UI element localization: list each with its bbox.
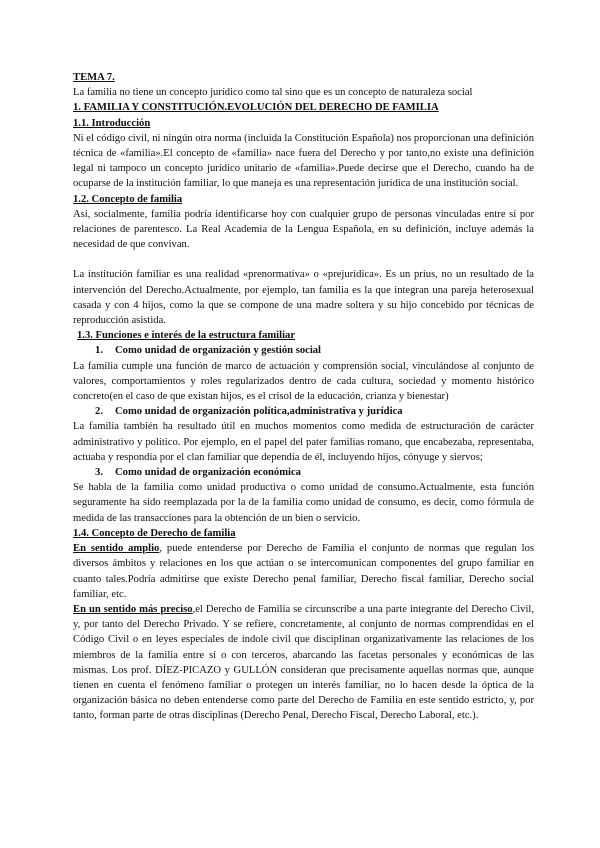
function-1-text: La familia cumple una función de marco de actuación y comprensión social, vinculándose al conjunto de valores, comportamientos y roles regularizados dentro de cada cultura, sociedad y momento histórico concreto(en el caso de que existan hijos, es el crisol de la educación, crianza y bienestar): [73, 360, 534, 403]
function-3-number: 3.: [95, 467, 103, 479]
function-1-title: Como unidad de organización y gestión social: [115, 345, 322, 357]
section-1-4-paragraph-1: [73, 541, 534, 602]
strict-sense-text: ,el Derecho de Familia se circunscribe a una parte integrante del Derecho Civil, y, por tanto del Derecho Privado. Y se refiere, concretamente, al conjunto de normas comprendidas en el Código Civil o en leyes especiales de índole civil que disciplinan organizativamente las relaciones de los miembros de la familia entre sí o con terceros, abarcando las facetas personales y económicas de las mismas. Los prof. DÍEZ-PICAZO y GULLÓN consideran que precisamente aquellas normas que, aunque tienen en cuenta el fenómeno familiar o protegen un interés familiar, no lo hacen desde la óptica de la organización básica no deben entenderse como parte del Derecho de Familia en este sentido estricto, y, por tanto, forman parte de otras disciplinas (Derecho Penal, Derecho Fiscal, Derecho Laboral, etc.).: [73, 603, 535, 722]
function-2-heading: [73, 404, 534, 419]
section-1-2-paragraph-1: Así, socialmente, familia podría identificarse hoy con cualquier grupo de personas vinculadas entre sí por relaciones de parentesco. La Real Academia de la Lengua Española, en su definición, incluye además la necesidad de que convivan.: [73, 208, 534, 251]
function-3-heading: [73, 465, 534, 480]
doc-title: TEMA 7.: [73, 72, 115, 83]
section-1-1-text: Ni el código civil, ni ningún otra norma (incluida la Constitución Española) nos proporcionan una definición técnica de «familia».El concepto de «familia» nace fuera del Derecho y por tanto,no existe una definición legal ni tampoco un concepto jurídico unitario de «familia».Puede decirse que el Derecho, cuando ha de ocuparse de la institución familiar, lo que maneja es una representación jurídica de una institución social.: [73, 132, 534, 190]
section-1-2-paragraph-2: La institución familiar es una realidad «prenormativa» o «prejurídica». Es un prius, no un resultado de la intervención del Derecho.Actualmente, por ejemplo, tan familia es la que integran una pareja heterosexual casada y con 4 hijos, como la que se compone de una madre soltera y su hijo concebido por técnicas de reproducción asistida.: [73, 269, 534, 327]
function-2-number: 2.: [95, 406, 103, 418]
section-1-3-heading: 1.3. Funciones e interés de la estructura familiar: [77, 330, 296, 342]
function-2-title: Como unidad de organización política,administrativa y jurídica: [115, 406, 403, 418]
section-1-2-heading: 1.2. Concepto de familia: [73, 193, 183, 205]
function-2-text: La familia también ha resultado útil en muchos momentos como medida de estructuración de carácter administrativo y político. Por ejemplo, en el papel del pater familias romano, que encabezaba, representaba, actuaba y respondía por el clan familiar que dependía de él, incluyendo hijos, cónyuge y siervos;: [73, 421, 534, 463]
function-1-heading: [73, 343, 534, 358]
section-1-4-heading: 1.4. Concepto de Derecho de familia: [73, 527, 236, 539]
function-1-number: 1.: [95, 345, 103, 357]
function-3-title: Como unidad de organización económica: [115, 467, 301, 479]
paragraph-gap: [73, 252, 534, 267]
broad-sense-text: , puede entenderse por Derecho de Familia el conjunto de normas que regulan los diversos ámbitos y relaciones en los que actúan o se intercomunican componentes del grupo familiar en cuanto tales.Podría admitirse que existe Derecho penal familiar, Derecho fiscal familiar, Derecho social familiar, etc.: [73, 543, 535, 600]
broad-sense-lead: En sentido amplio: [73, 543, 160, 555]
section-1-1-heading: 1.1. Introducción: [73, 117, 151, 129]
intro-text: La familia no tiene un concepto jurídico como tal sino que es un concepto de naturaleza social: [73, 87, 473, 99]
section-1-heading: 1. FAMILIA Y CONSTITUCIÓN.EVOLUCIÓN DEL DERECHO DE FAMILIA: [73, 102, 439, 114]
section-1-4-paragraph-2: [73, 602, 534, 724]
function-3-text: Se habla de la familia como unidad productiva o como unidad de consumo.Actualmente, esta función seguramente ha sido reemplazada por la de la familia como unidad de consumo, es decir, como fórmula de medida de las transacciones para la obtención de un bien o servicio.: [73, 482, 534, 524]
strict-sense-lead: En un sentido más preciso: [73, 603, 193, 615]
